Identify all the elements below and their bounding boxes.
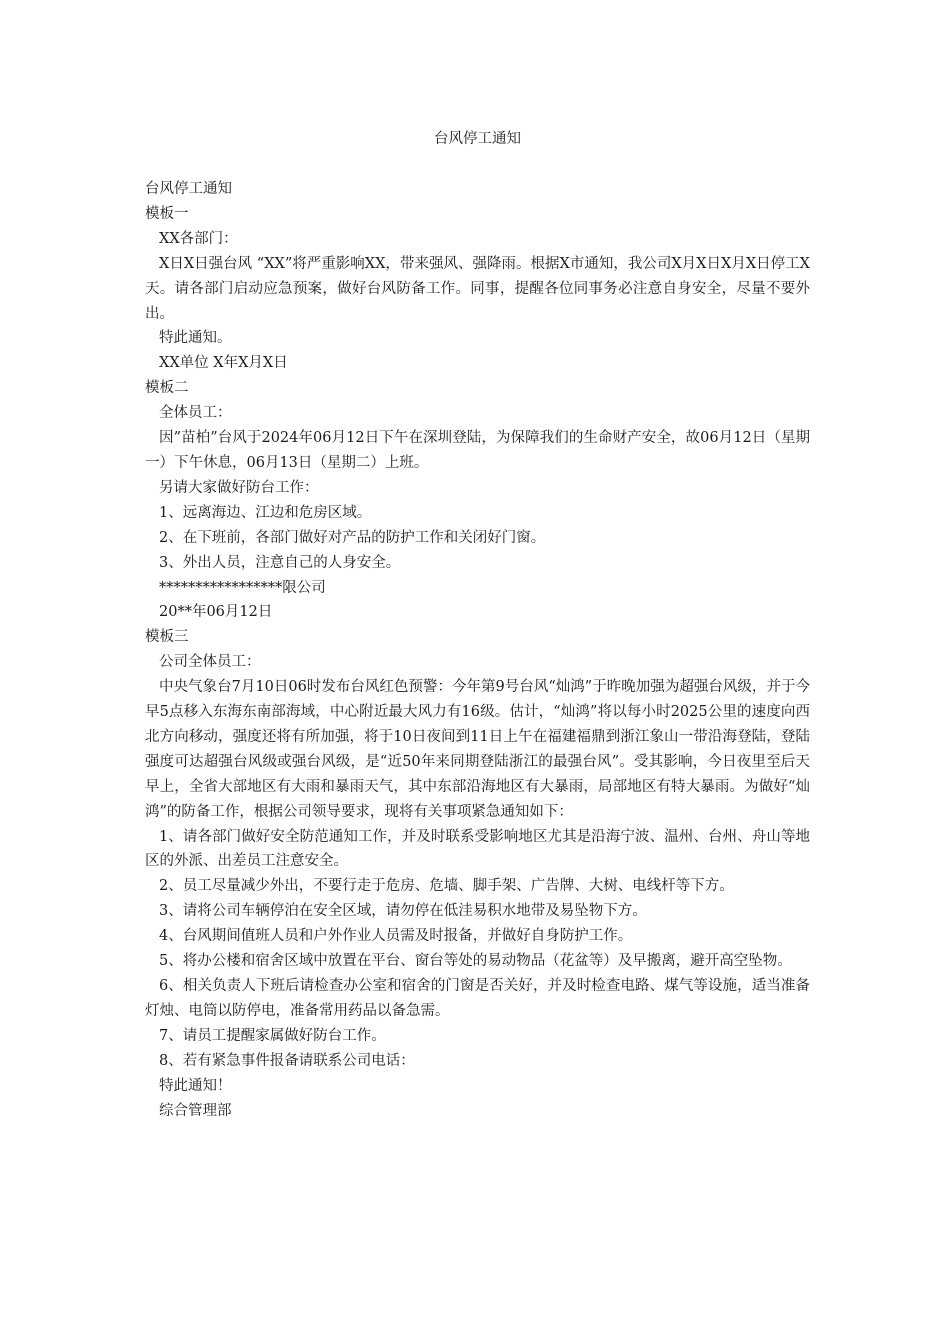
paragraph: 20**年06月12日 [159,604,273,621]
paragraph: 4、台风期间值班人员和户外作业人员需及时报备，并做好自身防护工作。 [159,928,633,945]
paragraph: 模板一 [145,205,189,222]
paragraph: 1、请各部门做好安全防范通知工作，并及时联系受影响地区尤其是沿海宁波、温州、台州、舟山等地区的外派、出差员工注意安全。 [145,828,810,870]
paragraph: 8、若有紧急事件报备请联系公司电话： [159,1052,415,1069]
paragraph: 因”苗柏”台风于2024年06月12日下午在深圳登陆，为保障我们的生命财产安全，故06月12日（星期一）下午休息，06月13日（星期二）上班。 [145,430,810,471]
paragraph: 模板二 [145,380,189,397]
paragraph: 2、员工尽量减少外出，不要行走于危房、危墙、脚手架、广告牌、大树、电线杆等下方。 [159,878,734,895]
paragraph: *****************限公司 [159,579,326,596]
paragraph: XX各部门： [159,230,238,247]
paragraph: 特此通知！ [159,1077,232,1094]
paragraph: 2、在下班前，各部门做好对产品的防护工作和关闭好门窗。 [159,529,546,546]
paragraph: 另请大家做好防台工作： [159,479,319,496]
paragraph: 模板三 [145,629,189,646]
paragraph: 7、请员工提醒家属做好防台工作。 [159,1027,386,1044]
paragraph: 3、请将公司车辆停泊在安全区域，请勿停在低洼易积水地带及易坠物下方。 [159,903,647,920]
page-title: 台风停工通知 [434,131,521,147]
document-body [145,177,810,1123]
paragraph: 3、外出人员，注意自己的人身安全。 [159,554,401,571]
paragraph: 特此通知。 [159,330,232,347]
paragraph: 5、将办公楼和宿舍区域中放置在平台、窗台等处的易动物品（花盆等）及早搬离，避开高空坠物。 [159,953,792,970]
paragraph: XX单位 X年X月X日 [159,355,288,372]
paragraph: 1、远离海边、江边和危房区域。 [159,504,372,521]
paragraph: 公司全体员工： [159,654,261,671]
paragraph: 全体员工： [159,405,232,422]
paragraph: 6、相关负责人下班后请检查办公室和宿舍的门窗是否关好，并及时检查电路、煤气等设施，适当准备灯烛、电筒以防停电，准备常用药品以备急需。 [145,978,810,1019]
paragraph: 中央气象台7月10日06时发布台风红色预警：今年第9号台风“灿鸿”于昨晚加强为超强台风级，并于今早5点移入东海东南部海域，中心附近最大风力有16级。估计，“灿鸿”将以每小时2025公里的速度向西北方向移动，强度还将有所加强，将于10日夜间到11日上午在福建福鼎到浙江象山一带沿海登陆，登陆强度可达超强台风级或强台风级，是“近50年来同期登陆浙江的最强台风”。受其影响，今日夜里至后天早上，全省大部地区有大雨和暴雨天气，其中东部沿海地区有大暴雨，局部地区有特大暴雨。为做好“灿鸿”的防备工作，根据公司领导要求，现将有关事项紧急通知如下： [145,679,810,820]
paragraph: 台风停工通知 [145,181,232,197]
paragraph: 综合管理部 [159,1102,232,1119]
paragraph: X日X日强台风 “XX”将严重影响XX，带来强风、强降雨。根据X市通知，我公司X月X日X月X日停工X天。请各部门启动应急预案，做好台风防备工作。同事，提醒各位同事务必注意自身安全，尽量不要外出。 [145,255,810,322]
